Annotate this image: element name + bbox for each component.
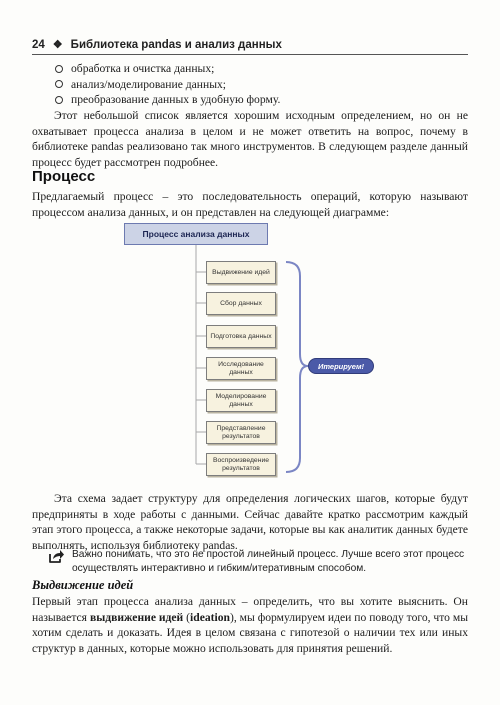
list-item-text: анализ/моделирование данных;	[71, 77, 226, 91]
diagram-step: Воспроизведение результатов	[206, 453, 276, 476]
paragraph-text: (	[183, 610, 191, 624]
note-text: Важно понимать, что это не простой линейный процесс. Лучше всего этот процесс осуществлять интерактивно и гибким/итеративным способом.	[72, 549, 465, 574]
after-diagram-paragraph: Эта схема задает структуру для определения логических шагов, которые будут предприняты в ходе работы с данными. Сейчас давайте кратко рассмотрим каждый этап этого процесса, а также некоторые задачи, которые вы как аналитик данных будете выполнять, используя библиотеку pandas.	[32, 492, 468, 552]
paragraph-text: Первый этап процесса анализа данных – определить, что вы хотите выяснить. Он называется	[32, 595, 468, 624]
iterate-badge: Итерируем!	[308, 358, 374, 374]
diagram-title: Процесс анализа данных	[124, 223, 268, 245]
diagram-step: Исследование данных	[206, 357, 276, 380]
paragraph-text: ), мы формулируем идеи по поводу того, что мы хотим сделать и доказать. Идея в целом связана с гипотезой о наличии тех или иных структур в данных, которые можно использовать для принятия решений.	[32, 610, 469, 655]
page-number: 24	[32, 39, 45, 51]
diagram-step: Подготовка данных	[206, 325, 276, 348]
header-title: Библиотека pandas и анализ данных	[70, 39, 282, 51]
section-title: Процесс	[32, 168, 96, 185]
term-bold-english: ideation	[190, 610, 230, 624]
diagram-step: Представление результатов	[206, 421, 276, 444]
diagram-step: Сбор данных	[206, 292, 276, 315]
header-separator-icon: ❖	[52, 39, 63, 51]
list-item-text: обработка и очистка данных;	[71, 62, 215, 75]
intro-paragraph: Этот небольшой список является хорошим исходным определением, но он не охватывает процесса анализа в целом и не может ответить на вопрос, почему в библиотеке pandas реализовано так много инструментов. В следующем разделе данный процесс будет рассмотрен подробнее.	[32, 109, 468, 169]
subsection-title: Выдвижение идей	[32, 578, 134, 592]
list-item-text: преобразование данных в удобную форму.	[71, 93, 281, 106]
section-paragraph: Предлагаемый процесс – это последовательность операций, которую называют процессом анализа данных, и он представлен на следующей диаграмме:	[32, 190, 468, 219]
diagram-step: Моделирование данных	[206, 389, 276, 412]
brace-icon	[286, 262, 308, 472]
diagram-step: Выдвижение идей	[206, 261, 276, 284]
share-arrow-icon	[48, 548, 64, 564]
subsection-paragraph	[32, 594, 468, 656]
term-bold: выдвижение идей	[89, 610, 184, 624]
